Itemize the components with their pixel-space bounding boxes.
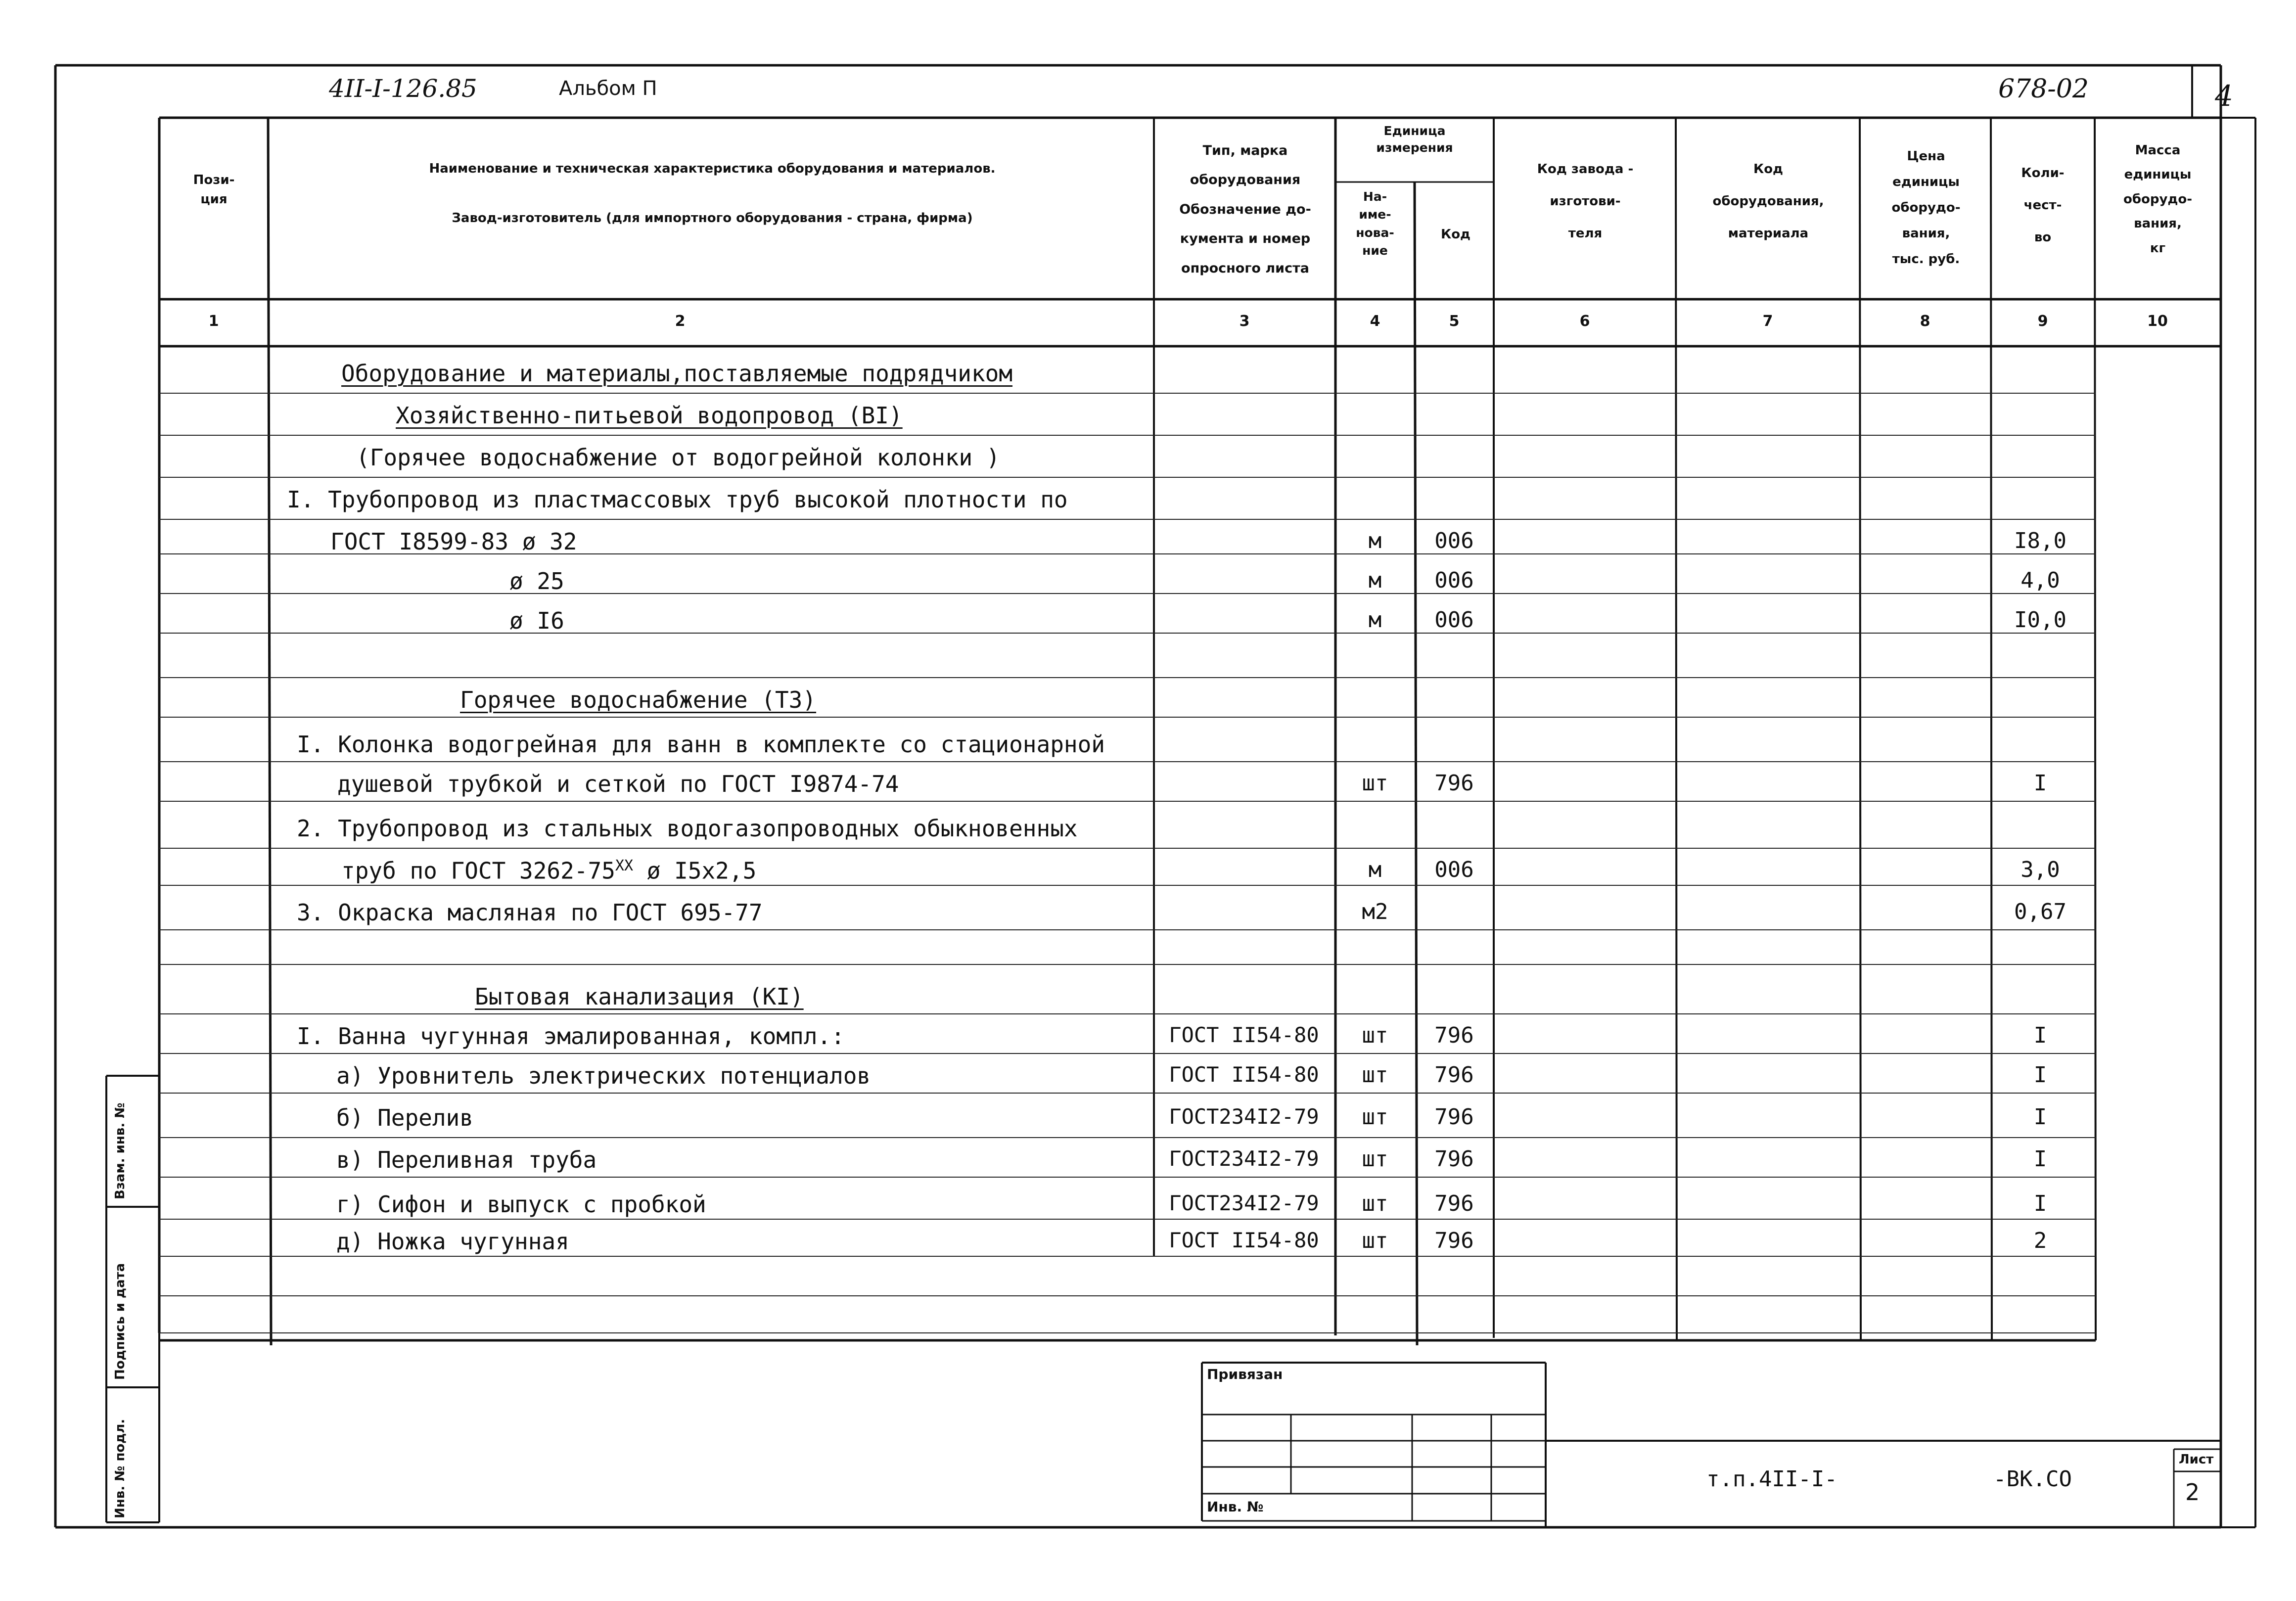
row-code: 796 bbox=[1434, 771, 1474, 796]
row-qty: 2 bbox=[2033, 1228, 2047, 1253]
designation-right: -ВК.СО bbox=[1993, 1466, 2072, 1492]
row-unit: шт bbox=[1362, 1062, 1388, 1088]
header-plant-code: Код завода - изготови- теля bbox=[1537, 162, 1634, 241]
row-unit: м bbox=[1368, 607, 1382, 633]
stamp-privyazan: Привязан bbox=[1207, 1366, 1283, 1382]
row-unit: м2 bbox=[1362, 899, 1388, 924]
row-unit: м bbox=[1368, 568, 1382, 593]
row-description: 2. Трубопровод из стальных водогазопроводных обыкновенных bbox=[297, 815, 1078, 842]
row-unit: м bbox=[1368, 528, 1382, 553]
row-qty: 0,67 bbox=[2014, 899, 2066, 924]
stamp-inv-no: Инв. № bbox=[1207, 1499, 1264, 1515]
row-description: Бытовая канализация (KI) bbox=[475, 983, 804, 1010]
row-description: труб по ГОСТ $3262-75^{XX}$ ø I5x2,5 bbox=[341, 857, 757, 884]
row-code: 006 bbox=[1434, 528, 1474, 553]
side-label-replacement: Взам. инв. № bbox=[113, 1102, 128, 1199]
row-description: 3. Окраска масляная по ГОСТ 695-77 bbox=[297, 899, 763, 926]
row-doc: ГОСТ234I2-79 bbox=[1169, 1191, 1319, 1215]
row-unit: шт bbox=[1362, 1023, 1388, 1048]
row-code: 006 bbox=[1434, 607, 1474, 633]
row-description: ГОСТ I8599-83 ø 32 bbox=[330, 528, 577, 555]
header-equipment-code: Код оборудования, материала bbox=[1712, 162, 1824, 241]
row-qty: I8,0 bbox=[2014, 528, 2066, 553]
row-qty: I bbox=[2033, 1146, 2047, 1172]
row-qty: I bbox=[2033, 1104, 2047, 1130]
row-code: 796 bbox=[1434, 1023, 1474, 1048]
side-label-signature: Подпись и дата bbox=[113, 1263, 128, 1380]
designation-left: т.п.4II-I- bbox=[1706, 1466, 1837, 1492]
list-number: 2 bbox=[2185, 1479, 2200, 1506]
row-code: 796 bbox=[1434, 1191, 1474, 1216]
row-description: ø I6 bbox=[509, 607, 564, 634]
col-number-1: 1 bbox=[208, 313, 219, 330]
row-doc: ГОСТ234I2-79 bbox=[1169, 1146, 1319, 1171]
col-number-8: 8 bbox=[1920, 313, 1930, 330]
col-number-9: 9 bbox=[2037, 313, 2048, 330]
col-number-6: 6 bbox=[1579, 313, 1590, 330]
row-qty: I bbox=[2033, 1023, 2047, 1048]
row-qty: I bbox=[2033, 771, 2047, 796]
sheet-mark: 678-02 bbox=[1998, 74, 2089, 104]
row-doc: ГОСТ II54-80 bbox=[1169, 1023, 1319, 1047]
col-number-2: 2 bbox=[675, 313, 686, 330]
row-description: I. Ванна чугунная эмалированная, компл.: bbox=[297, 1023, 845, 1050]
row-doc: ГОСТ II54-80 bbox=[1169, 1062, 1319, 1087]
row-code: 006 bbox=[1434, 857, 1474, 882]
row-code: 796 bbox=[1434, 1146, 1474, 1172]
row-description: I. Трубопровод из пластмассовых труб высокой плотности по bbox=[287, 486, 1068, 513]
row-unit: шт bbox=[1362, 1104, 1388, 1130]
doc-code: 4II-I-126.85 bbox=[329, 74, 477, 103]
row-unit: шт bbox=[1362, 1146, 1388, 1172]
col-number-4: 4 bbox=[1370, 313, 1380, 330]
row-description: ø 25 bbox=[509, 568, 564, 595]
row-doc: ГОСТ234I2-79 bbox=[1169, 1104, 1319, 1129]
header-name-line1: Наименование и техническая характеристика оборудования и материалов. bbox=[429, 161, 996, 176]
col-number-10: 10 bbox=[2147, 313, 2168, 330]
header-mass: Масса единицы оборудо- вания, кг bbox=[2123, 143, 2193, 256]
header-unit-name: На- име- нова- ние bbox=[1356, 189, 1394, 258]
album-label: Альбом П bbox=[559, 77, 657, 100]
row-description: д) Ножка чугунная bbox=[336, 1228, 569, 1255]
row-description: (Горячее водоснабжение от водогрейной колонки ) bbox=[356, 444, 1000, 471]
row-qty: I bbox=[2033, 1062, 2047, 1088]
header-quantity: Коли- чест- во bbox=[2021, 166, 2065, 245]
header-name-line2: Завод-изготовитель (для импортного оборудования - страна, фирма) bbox=[452, 211, 973, 226]
row-qty: 4,0 bbox=[2020, 568, 2060, 593]
row-description: I. Колонка водогрейная для ванн в комплекте со стационарной bbox=[297, 731, 1105, 758]
row-code: 796 bbox=[1434, 1104, 1474, 1130]
row-unit: шт bbox=[1362, 1228, 1388, 1253]
row-qty: I bbox=[2033, 1191, 2047, 1216]
row-description: в) Переливная труба bbox=[336, 1146, 597, 1173]
row-description: г) Сифон и выпуск с пробкой bbox=[336, 1191, 706, 1218]
row-description: Горячее водоснабжение (T3) bbox=[460, 686, 817, 713]
row-unit: м bbox=[1368, 857, 1382, 882]
header-unit-code: Код bbox=[1440, 227, 1471, 242]
row-description: Хозяйственно-питьевой водопровод (BI) bbox=[396, 402, 903, 429]
col-number-5: 5 bbox=[1449, 313, 1460, 330]
header-unit: Единица измерения bbox=[1376, 124, 1453, 155]
row-description: Оборудование и материалы,поставляемые подрядчиком bbox=[341, 360, 1013, 387]
header-position: Пози- ция bbox=[193, 173, 235, 207]
row-unit: шт bbox=[1362, 1191, 1388, 1216]
list-label: Лист bbox=[2179, 1452, 2214, 1467]
row-description: а) Уровнитель электрических потенциалов bbox=[336, 1062, 871, 1089]
row-qty: I0,0 bbox=[2014, 607, 2066, 633]
page-mark: 4 bbox=[2215, 79, 2233, 113]
col-number-3: 3 bbox=[1239, 313, 1250, 330]
row-qty: 3,0 bbox=[2020, 857, 2060, 882]
row-description: душевой трубкой и сеткой по ГОСТ I9874-74 bbox=[337, 771, 899, 797]
header-price: Цена единицы оборудо- вания, тыс. руб. bbox=[1891, 149, 1961, 267]
row-code: 796 bbox=[1434, 1062, 1474, 1088]
row-unit: шт bbox=[1362, 771, 1388, 796]
side-label-inventory: Инв. № подл. bbox=[113, 1418, 128, 1518]
row-code: 006 bbox=[1434, 568, 1474, 593]
row-description: б) Перелив bbox=[336, 1104, 473, 1131]
row-code: 796 bbox=[1434, 1228, 1474, 1253]
row-doc: ГОСТ II54-80 bbox=[1169, 1228, 1319, 1252]
header-type: Тип, марка оборудования Обозначение до- кумента и номер опросного листа bbox=[1179, 143, 1311, 276]
col-number-7: 7 bbox=[1762, 313, 1773, 330]
